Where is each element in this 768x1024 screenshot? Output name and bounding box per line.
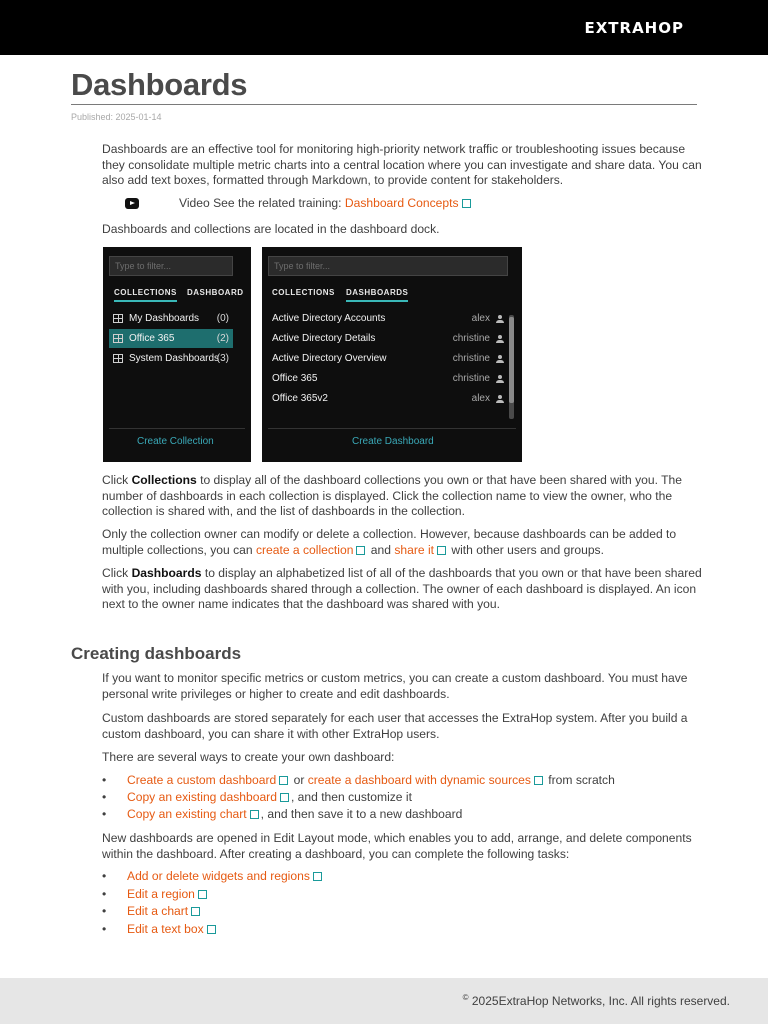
tab-collections[interactable]: COLLECTIONS: [272, 288, 335, 297]
panel-divider: [109, 428, 245, 429]
tab-dashboards[interactable]: DASHBOARDS: [346, 288, 408, 302]
video-label: Video: [179, 196, 210, 210]
external-link-icon: [462, 199, 471, 208]
dashboards-term: Dashboards: [131, 566, 202, 580]
shared-user-icon: [496, 335, 504, 343]
dashboard-item[interactable]: Office 365v2 alex: [272, 389, 504, 408]
owner-paragraph: Only the collection owner can modify or delete a collection. However, because dashboards can be added to multiple collections, you can create a collection and share it with other users and groups.: [102, 527, 677, 557]
dashboard-concepts-link[interactable]: Dashboard Concepts: [344, 196, 459, 210]
dashboard-item[interactable]: Active Directory Details christine: [272, 329, 504, 348]
section-paragraph-2: Custom dashboards are stored separately for each user that accesses the ExtraHop system. After you build a custom dashboard, you can share it with other ExtraHop users.: [102, 711, 688, 741]
share-it-link[interactable]: share it: [394, 542, 434, 557]
dashboard-item[interactable]: Active Directory Accounts alex: [272, 309, 504, 328]
tab-dashboards[interactable]: DASHBOARD: [187, 288, 244, 297]
section-paragraph-3: There are several ways to create your own dashboard:: [102, 750, 395, 764]
collection-item[interactable]: My Dashboards (0): [109, 309, 233, 328]
external-link-icon: [313, 872, 322, 881]
video-text: See the related training:: [213, 196, 345, 210]
dock-paragraph: Dashboards and collections are located in the dashboard dock.: [102, 222, 440, 236]
footer: [0, 978, 768, 1024]
collections-panel: [103, 247, 251, 462]
collections-paragraph: Click Collections to display all of the dashboard collections you own or that have been shared with you. The number of dashboards in each collection is displayed. Click the collection name to view the owner, who the collection is shared with, and the list of dashboards in the collection.: [102, 473, 682, 519]
create-custom-dashboard-link[interactable]: Create a custom dashboard: [127, 773, 277, 787]
external-link-icon: [279, 776, 288, 785]
collection-item[interactable]: System Dashboards (3): [109, 349, 233, 368]
external-link-icon: [191, 907, 200, 916]
edit-text-box-link[interactable]: Edit a text box: [127, 922, 204, 936]
edit-region-link[interactable]: Edit a region: [127, 887, 195, 901]
dashboard-list-scrollbar[interactable]: [509, 315, 514, 419]
scroll-thumb[interactable]: [509, 317, 514, 403]
collection-item-selected[interactable]: Office 365 (2): [109, 329, 233, 348]
external-link-icon: [437, 546, 446, 555]
collection-icon: [113, 314, 123, 323]
external-link-icon: [280, 793, 289, 802]
create-collection-link[interactable]: create a collection: [255, 542, 354, 557]
shared-user-icon: [496, 395, 504, 403]
copyright-notice: © 2025ExtraHop Networks, Inc. All rights reserved.: [462, 993, 730, 1008]
section-paragraph-1: If you want to monitor specific metrics or custom metrics, you can create a custom dashboard. You must have personal write privileges or higher to create and edit dashboards.: [102, 671, 688, 701]
shared-user-icon: [496, 315, 504, 323]
shared-user-icon: [496, 375, 504, 383]
widgets-regions-link[interactable]: Add or delete widgets and regions: [127, 869, 310, 883]
dashboard-item[interactable]: Active Directory Overview christine: [272, 349, 504, 368]
panel-divider: [268, 428, 516, 429]
dashboard-item[interactable]: Office 365 christine: [272, 369, 504, 388]
youtube-icon: [125, 198, 139, 209]
intro-paragraph: Dashboards are an effective tool for monitoring high-priority network traffic or troubleshooting issues because they consolidate multiple metric charts into a central location where you can investigate and share data. You can also add text boxes, formatted through Markdown, to provide content for stakeholders.: [102, 142, 702, 188]
dashboards-paragraph: Click Dashboards to display an alphabetized list of all of the dashboards that you own or that have been shared with you, including dashboards shared through a collection. The owner of each dashboard is displayed. An icon next to the owner name indicates that the dashboard was shared with you.: [102, 566, 702, 612]
page-title: Dashboards: [71, 67, 248, 102]
copyright-symbol: ©: [462, 993, 469, 1002]
collections-term: Collections: [131, 473, 197, 487]
create-dashboard-button[interactable]: Create Dashboard: [352, 436, 434, 447]
copy-chart-link[interactable]: Copy an existing chart: [127, 807, 247, 821]
edit-chart-link[interactable]: Edit a chart: [127, 904, 189, 918]
tab-collections[interactable]: COLLECTIONS: [114, 288, 177, 302]
dynamic-sources-link[interactable]: create a dashboard with dynamic sources: [307, 773, 531, 787]
dashboard-filter-input[interactable]: Type to filter...: [268, 256, 508, 276]
published-date: Published: 2025-01-14: [71, 112, 162, 122]
dashboards-panel: [262, 247, 522, 462]
extrahop-logo[interactable]: EXTRAHOP: [584, 19, 684, 37]
section-heading: Creating dashboards: [71, 644, 242, 663]
collection-icon: [113, 334, 123, 343]
external-link-icon: [198, 890, 207, 899]
external-link-icon: [534, 776, 543, 785]
external-link-icon: [250, 810, 259, 819]
collection-icon: [113, 354, 123, 363]
title-divider: [71, 104, 697, 105]
collection-filter-input[interactable]: Type to filter...: [109, 256, 233, 276]
shared-user-icon: [496, 355, 504, 363]
top-bar: [0, 0, 768, 55]
video-training-line: [179, 196, 473, 210]
external-link-icon: [207, 925, 216, 934]
copy-dashboard-link[interactable]: Copy an existing dashboard: [127, 790, 277, 804]
external-link-icon: [356, 546, 365, 555]
section-paragraph-4: New dashboards are opened in Edit Layout mode, which enables you to add, arrange, and delete components within the dashboard. After creating a dashboard, you can complete the following tasks:: [102, 831, 692, 861]
create-collection-button[interactable]: Create Collection: [137, 436, 214, 447]
